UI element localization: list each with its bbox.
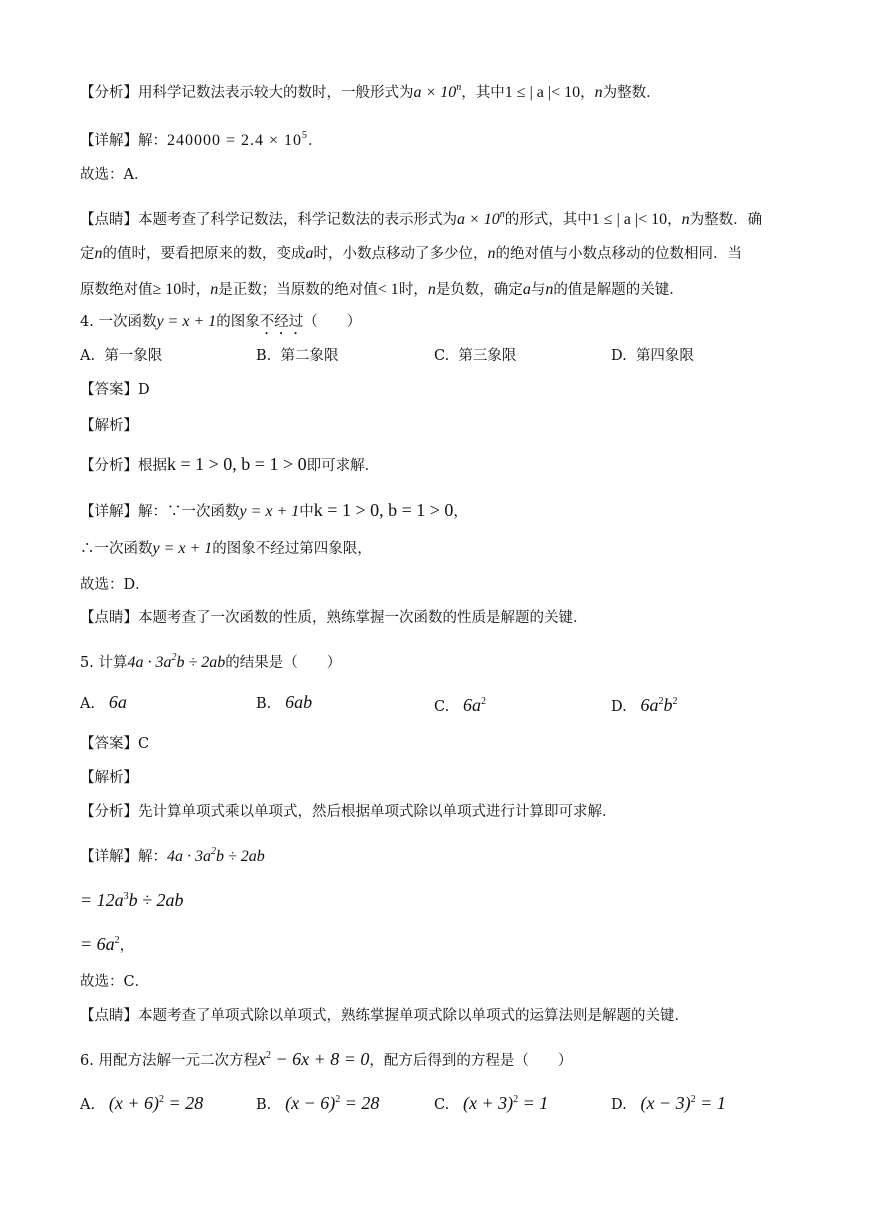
math-expression: $4a \cdot 3a^2b \div 2ab$ — [167, 846, 265, 865]
q4-detail: 【详解】解：∵一次函数y = x + 1中k = 1 > 0, b = 1 > 0， — [80, 500, 468, 520]
q5-step-2: = $6a^2$， — [80, 934, 135, 954]
q5-comment: 【点睛】本题考查了单项式除以单项式，熟练掌握单项式除以单项式的运算法则是解题的关键． — [80, 1008, 689, 1024]
q5-option-a: A. 6a — [80, 692, 127, 712]
q5-answer: 【答案】C — [80, 736, 150, 752]
q5-step-1: = $12a^3b \div 2ab$ — [80, 890, 184, 910]
q3-choice: 故选：A． — [80, 167, 149, 183]
q4-option-a: A. 第一象限 — [80, 348, 163, 364]
q5-analysis-label: 【解析】 — [80, 770, 138, 786]
q5-option-b: B. 6ab — [256, 692, 313, 712]
math-a-times-10n: $a \times 10^n$ — [413, 82, 462, 101]
q5-stem: 5. 计算$4a \cdot 3a^2b \div 2ab$的结果是（ ） — [80, 652, 342, 671]
emphasized-text: 不经过 — [259, 314, 304, 330]
q5-choice: 故选：C． — [80, 974, 150, 990]
math-conditions: k = 1 > 0, b = 1 > 0 — [167, 454, 307, 474]
q3-analysis: 【分析】用科学记数法表示较大的数时，一般形式为$a \times 10^n$，其中1 ≤ | a |< 10，n为整数． — [80, 82, 661, 101]
q5-option-c: C. $6a^2$ — [434, 695, 487, 715]
q4-comment: 【点睛】本题考查了一次函数的性质，熟练掌握一次函数的性质是解题的关键． — [80, 610, 588, 626]
math-quadratic-equation: $x^2 - 6x + 8 = 0$ — [257, 1049, 370, 1069]
math-range: 1 ≤ | a |< 10 — [504, 84, 581, 101]
q4-analysis: 【分析】根据k = 1 > 0, b = 1 > 0即可求解． — [80, 454, 380, 474]
q3-comment-line-3: 原数绝对值≥ 10时，n是正数；当原数的绝对值< 1时，n是负数，确定a与n的值是解题的关键． — [80, 281, 684, 298]
q4-stem: 4. 一次函数y = x + 1的图象不经过（ ） — [80, 313, 362, 330]
q3-detail: 【详解】解：$240000 = 2.4 \times 10^5$． — [80, 130, 323, 149]
q6-option-b: B. $(x - 6)^2 = 28$ — [256, 1093, 380, 1113]
q4-therefore: ∴一次函数y = x + 1的图象不经过第四象限， — [80, 540, 372, 557]
math-sci-notation: $240000 = 2.4 \times 10^5$ — [167, 130, 309, 149]
q3-comment-line-1: 【点睛】本题考查了科学记数法，科学记数法的表示形式为$a \times 10^n$的形式，其中1 ≤ | a |< 10，n为整数．确 — [80, 209, 763, 228]
q6-option-c: C. $(x + 3)^2 = 1$ — [434, 1093, 549, 1113]
q5-option-d: D. $6a^2b^2$ — [611, 695, 678, 715]
q3-comment-line-2: 定n的值时，要看把原来的数，变成a时，小数点移动了多少位，n的绝对值与小数点移动的位数相同．当 — [80, 245, 742, 262]
math-expression: $4a \cdot 3a^2b \div 2ab$ — [127, 652, 226, 671]
q5-analysis: 【分析】先计算单项式乘以单项式，然后根据单项式除以单项式进行计算即可求解． — [80, 804, 617, 820]
q4-answer: 【答案】D — [80, 382, 150, 398]
q6-option-a: A. $(x + 6)^2 = 28$ — [80, 1093, 204, 1113]
q4-option-b: B. 第二象限 — [256, 348, 339, 364]
q4-option-c: C. 第三象限 — [434, 348, 517, 364]
math-a-times-10n: $a \times 10^n$ — [457, 209, 505, 228]
math-range: 1 ≤ | a |< 10 — [591, 211, 668, 228]
q6-option-d: D. $(x - 3)^2 = 1$ — [611, 1093, 726, 1113]
q4-analysis-label: 【解析】 — [80, 418, 138, 434]
q4-choice: 故选：D． — [80, 577, 150, 593]
q4-option-d: D. 第四象限 — [611, 348, 694, 364]
q5-detail: 【详解】解：$4a \cdot 3a^2b \div 2ab$ — [80, 846, 265, 865]
math-linear-function: y = x + 1 — [156, 313, 217, 330]
q6-stem: 6. 用配方法解一元二次方程$x^2 - 6x + 8 = 0$，配方后得到的方程是（ ） — [80, 1049, 573, 1069]
